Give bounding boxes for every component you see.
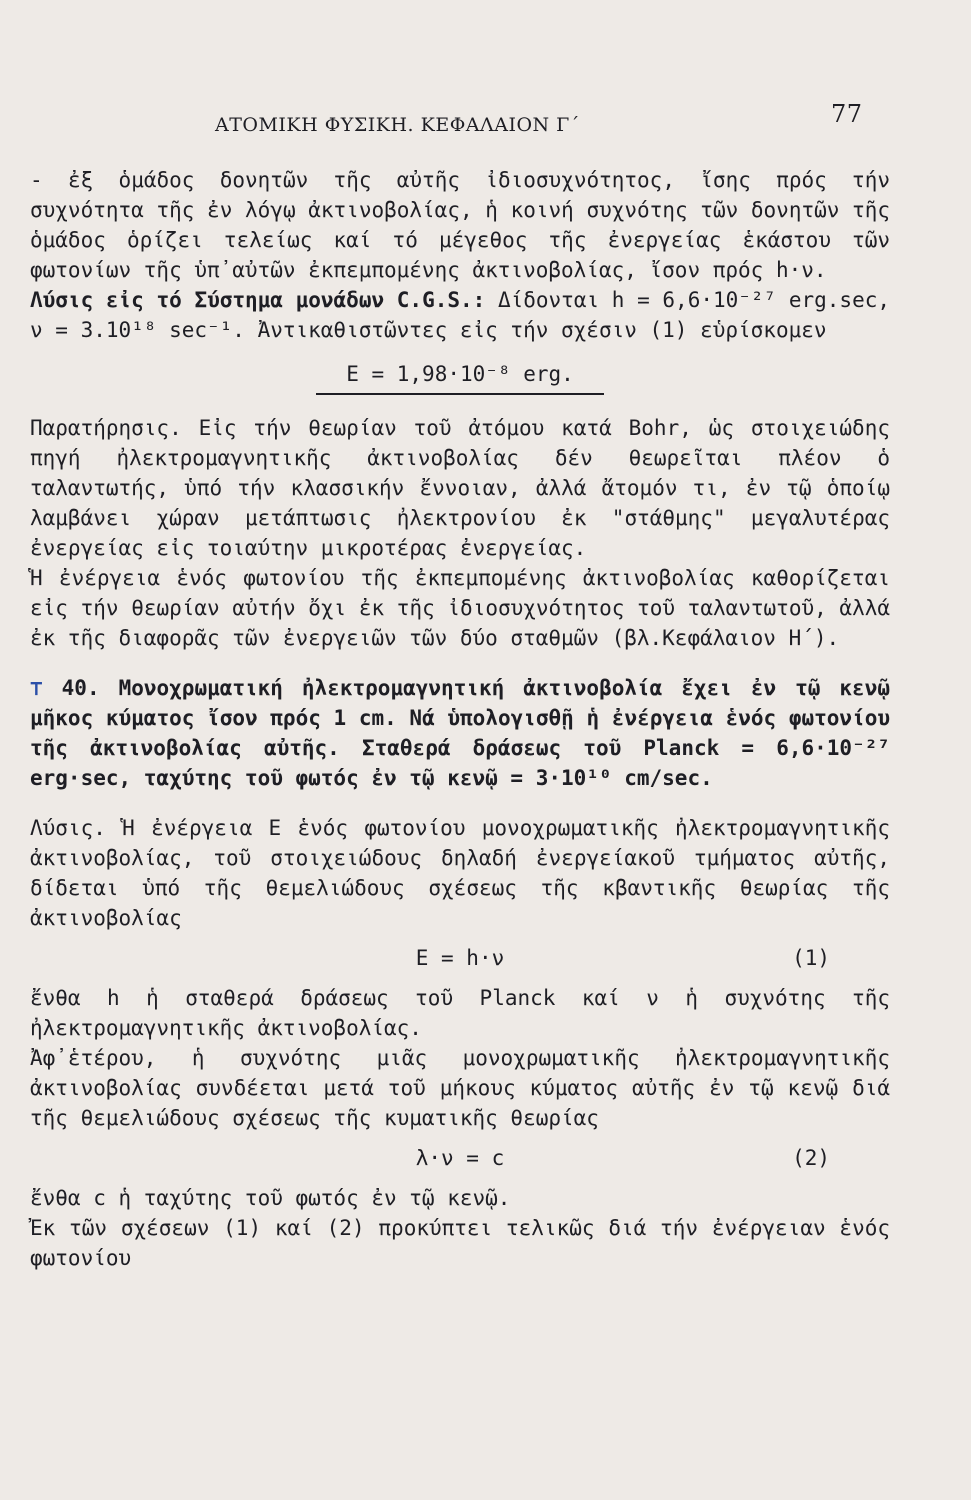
equation-1-row bbox=[30, 943, 890, 973]
equation-result bbox=[30, 359, 890, 395]
page-number: 77 bbox=[831, 100, 863, 128]
equation-2-row bbox=[30, 1143, 890, 1173]
solution-cgs-paragraph bbox=[30, 285, 903, 345]
solution-cgs-text: Δίδονται h = 6,6·10⁻²⁷ erg.sec, ν = 3.10¹⁸ sec⁻¹. Ἀντικαθιστῶντες εἰς τήν σχέσιν (1) εὑρίσκομεν bbox=[30, 288, 903, 342]
equation-2: λ·ν = c bbox=[415, 1146, 505, 1170]
running-title: ΑΤΟΜΙΚΗ ΦΥΣΙΚΗ. ΚΕΦΑΛΑΙΟΝ Γ΄ bbox=[215, 114, 580, 136]
equation-energy-result: E = 1,98·10⁻⁸ erg. bbox=[316, 359, 604, 395]
solution-40-text-5: Ἐκ τῶν σχέσεων (1) καί (2) προκύπτει τελικῶς διά τήν ἐνέργειαν ἑνός φωτονίου bbox=[30, 1216, 903, 1270]
intro-paragraph: - ἐξ ὁμάδος δονητῶν τῆς αὐτῆς ἰδιοσυχνότητος, ἴσης πρός τήν συχνότητα τῆς ἐν λόγῳ ἀκτινοβολίας, ἡ κοινή συχνότης τῶν δονητῶν τῆς ὁμάδος ὁρίζει τελείως καί τό μέγεθος τῆς ἐνεργείας ἑκάστου τῶν φωτονίων τῆς ὑπ᾿αὐτῶν ἐκπεμπομένης ἀκτινοβολίας, ἴσον πρός h·ν. bbox=[30, 168, 903, 282]
solution-40-text-2: ἔνθα h ἡ σταθερά δράσεως τοῦ Planck καί ν ἡ συχνότης τῆς ἠλεκτρομαγνητικῆς ἀκτινοβολίας. bbox=[30, 986, 903, 1040]
equation-1: E = h·ν bbox=[415, 946, 505, 970]
equation-2-number: (2) bbox=[792, 1146, 830, 1170]
page-body bbox=[30, 165, 903, 1273]
solution-40-text: Ἡ ἐνέργεια E ἑνός φωτονίου μονοχρωματικῆς ἠλεκτρομαγνητικῆς ἀκτινοβολίας, τοῦ στοιχειώδους δηλαδή ἐνεργείακοῦ τμήματος αὐτῆς, δίδεται ὑπό τῆς θεμελιώδους σχέσεως τῆς κβαντικῆς θεωρίας τῆς ἀκτινοβολίας bbox=[30, 816, 903, 930]
solution-40-text-4: ἔνθα c ἡ ταχύτης τοῦ φωτός ἐν τῷ κενῷ. bbox=[30, 1186, 511, 1210]
problem-40-paragraph bbox=[30, 673, 903, 793]
solution-40-paragraph bbox=[30, 813, 903, 933]
solution-40-lead: Λύσις. bbox=[30, 816, 106, 840]
equation-1-number: (1) bbox=[792, 946, 830, 970]
remark-paragraph-2: Ἡ ἐνέργεια ἑνός φωτονίου τῆς ἐκπεμπομένης ἀκτινοβολίας καθορίζεται εἰς τήν θεωρίαν αὐτήν ὄχι ἐκ τῆς ἰδιοσυχνότητος τοῦ ταλαντωτοῦ, ἀλλά ἐκ τῆς διαφορᾶς τῶν ἐνεργειῶν τῶν δύο σταθμῶν (βλ.Κεφάλαιον Η΄). bbox=[30, 566, 903, 650]
remark-text: Εἰς τήν θεωρίαν τοῦ ἀτόμου κατά Bohr, ὡς στοιχειώδης πηγή ἠλεκτρομαγνητικῆς ἀκτινοβολίας δέν θεωρεῖται πλέον ὁ ταλαντωτής, ὑπό τήν κλασσικήν ἔννοιαν, ἀλλά ἄτομόν τι, ἐν τῷ ὁποίῳ λαμβάνει χώραν μετάπτωσις ἠλεκτρονίου ἐκ "στάθμης" μεγαλυτέρας ἐνεργείας εἰς τοιαύτην μικροτέρας ἐνεργείας. bbox=[30, 416, 903, 560]
remark-paragraph bbox=[30, 413, 903, 563]
remark-lead: Παρατήρησις. bbox=[30, 416, 182, 440]
problem-mark: ⊤ bbox=[30, 676, 43, 700]
solution-40-text-3: Ἀφ᾿ἑτέρου, ἡ συχνότης μιᾶς μονοχρωματικῆς ἠλεκτρομαγνητικῆς ἀκτινοβολίας συνδέεται μετά τοῦ μήκους κύματος αὐτῆς ἐν τῷ κενῷ διά τῆς θεμελιώδους σχέσεως τῆς κυματικῆς θεωρίας bbox=[30, 1046, 903, 1130]
solution-cgs-lead: Λύσις εἰς τό Σύστημα μονάδων C.G.S.: bbox=[30, 288, 486, 312]
problem-40-text: 40. Μονοχρωματική ἠλεκτρομαγνητική ἀκτινοβολία ἔχει ἐν τῷ κενῷ μῆκος κύματος ἴσον πρός 1 cm. Νά ὑπολογισθῇ ἡ ἐνέργεια ἑνός φωτονίου τῆς ἀκτινοβολίας αὐτῆς. Σταθερά δράσεως τοῦ Planck = 6,6·10⁻²⁷ erg·sec, ταχύτης τοῦ φωτός ἐν τῷ κενῷ = 3·10¹⁰ cm/sec. bbox=[30, 676, 903, 790]
